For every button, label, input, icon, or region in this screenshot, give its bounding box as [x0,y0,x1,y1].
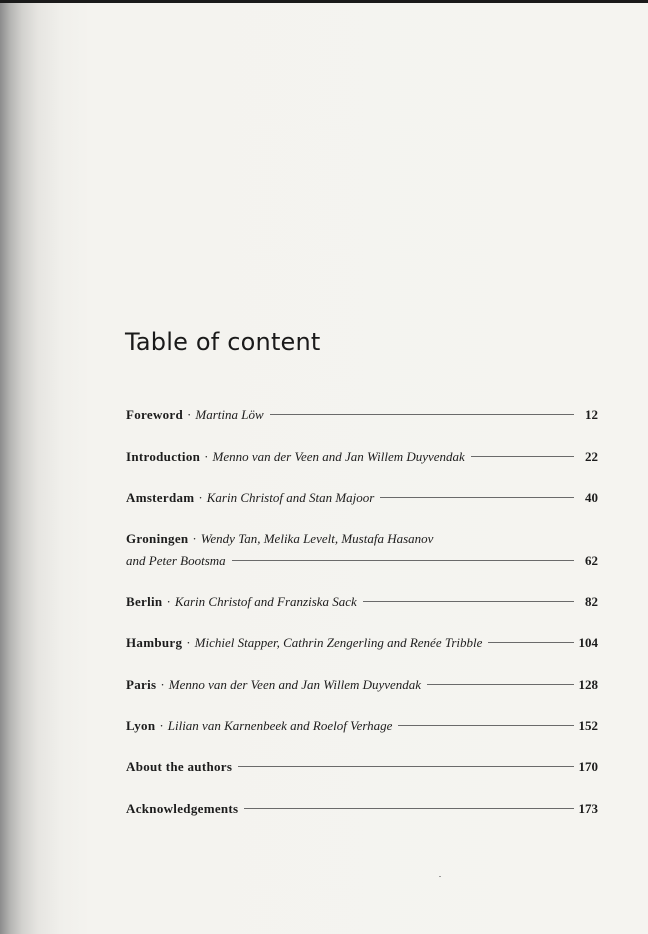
entry-title: Amsterdam [126,490,195,505]
entry-page-number: 170 [578,759,598,774]
dot-leader [427,684,574,685]
dot-leader [244,808,574,809]
toc-entry-amsterdam [126,487,598,509]
entry-authors: Michiel Stapper, Cathrin Zengerling and Renée Tribble [194,635,483,650]
entry-separator: · [204,449,209,464]
entry-page-number: 104 [578,635,598,650]
entry-authors: Menno van der Veen and Jan Willem Duyvendak [168,677,422,692]
toc-heading: Table of content [125,328,321,356]
entry-separator: · [187,407,192,422]
entry-title: About the authors [126,759,233,774]
entry-separator: · [186,635,191,650]
toc-entry-hamburg [126,632,598,654]
entry-title: Hamburg [126,635,183,650]
entry-page-number: 62 [585,553,598,568]
dot-leader [232,560,574,561]
entry-authors-continued: and Peter Bootsma [126,553,226,568]
toc-entry-about-the-authors [126,756,598,778]
entry-title: Acknowledgements [126,801,239,816]
entry-page-number: 152 [578,718,598,733]
entry-title: Berlin [126,594,163,609]
entry-page-number: 128 [578,677,598,692]
entry-page-number: 22 [585,449,598,464]
dot-leader [380,497,574,498]
toc-entry-lyon [126,715,598,737]
toc-entry-introduction [126,446,598,468]
entry-separator: · [198,490,203,505]
entry-authors: Martina Löw [195,407,264,422]
entry-title: Foreword [126,407,184,422]
dot-leader [363,601,574,602]
toc-entry-paris [126,674,598,696]
entry-authors: Karin Christof and Franziska Sack [174,594,357,609]
entry-title: Paris [126,677,157,692]
entry-separator: · [192,531,197,546]
toc-entry-acknowledgements [126,798,598,820]
entry-title: Introduction [126,449,201,464]
entry-page-number: 82 [585,594,598,609]
entry-page-number: 12 [585,407,598,422]
entry-authors: Lilian van Karnenbeek and Roelof Verhage [167,718,393,733]
entry-authors: Menno van der Veen and Jan Willem Duyvendak [212,449,465,464]
entry-separator: · [159,718,164,733]
toc-entry-foreword [126,404,598,426]
dot-leader [270,414,574,415]
dot-leader [471,456,574,457]
paper-speck [439,876,441,877]
entry-separator: · [160,677,165,692]
entry-authors: Karin Christof and Stan Majoor [206,490,375,505]
toc-entry-berlin [126,591,598,613]
page-top-edge [0,0,648,3]
toc-entry-groningen [126,528,598,572]
dot-leader [488,642,574,643]
dot-leader [398,725,574,726]
dot-leader [238,766,574,767]
entry-page-number: 173 [578,801,598,816]
entry-title: Groningen [126,531,189,546]
entry-page-number: 40 [585,490,598,505]
entry-title: Lyon [126,718,156,733]
entry-separator: · [166,594,171,609]
entry-authors: Wendy Tan, Melika Levelt, Mustafa Hasanov [200,531,434,546]
